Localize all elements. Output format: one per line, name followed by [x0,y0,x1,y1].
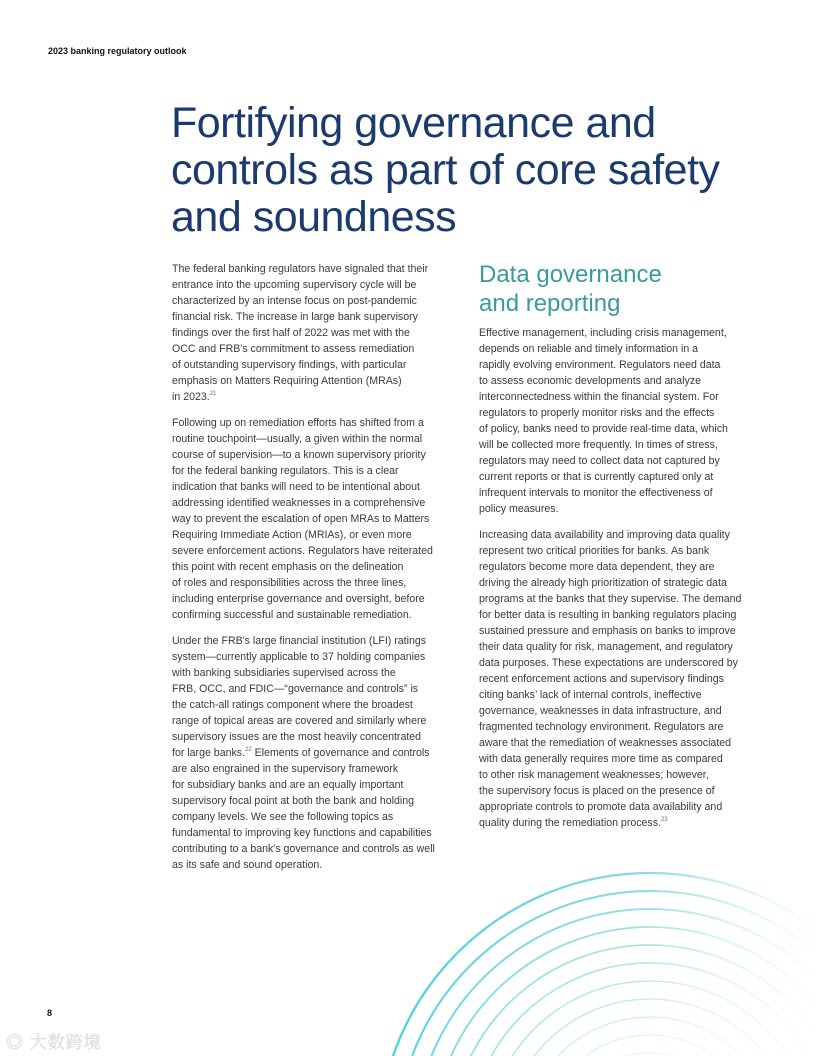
heading-line: and reporting [479,290,621,317]
text-line: characterized by an intense focus on post-pandemic [172,295,417,307]
watermark-text: 大数跨境 [29,1033,102,1052]
text-line: policy measures. [479,503,559,515]
text-line: appropriate controls to promote data availability and [479,801,723,813]
text-line: driving the already high prioritization of strategic data [479,577,727,589]
text-line: will be collected more frequently. In times of stress, [479,439,718,451]
text-line: their data quality for risk, management, and regulatory [479,641,733,653]
page-number: 8 [47,1008,53,1018]
watermark-logo: ◎ 大数跨境 [6,1033,102,1052]
footnote-ref: 23 [660,817,668,823]
text-line: system—currently applicable to 37 holding companies [172,651,426,663]
arc-ring [393,873,816,1056]
text-line: supervisory focal point at both the bank and holding [172,795,415,807]
text-line: programs at the banks that they supervise. The demand [479,593,742,605]
text-line: citing banks’ lack of internal controls, ineffective [479,689,702,701]
text-line: of outstanding supervisory findings, with particular [172,359,407,371]
text-line: the supervisory focus is placed on the presence of [479,785,715,797]
footnote-ref: 22 [245,747,252,753]
text-line: emphasis on Matters Requiring Attention (MRAs) [172,375,402,387]
text-line: contributing to a bank's governance and controls as well [172,843,435,855]
text-line: recent enforcement actions and supervisory findings [479,673,724,685]
text-line: Requiring Immediate Action (MRIAs), or even more [172,529,412,541]
text-line: for better data is resulting in banking regulators placing [479,609,737,621]
text-line: in 2023.21 [172,391,217,403]
heading-line: Data governance [479,261,662,288]
arc-ring [534,999,765,1056]
text-line: to assess economic developments and analyze [479,375,702,387]
text-line: company levels. We see the following topics as [172,811,394,823]
text-line: to other risk management weaknesses; however, [479,769,709,781]
text-line: Following up on remediation efforts has shifted from a [172,417,424,429]
text-line: Effective management, including crisis management, [479,327,727,339]
text-line: as its safe and sound operation. [172,859,323,871]
text-line: current reports or that is currently captured only at [479,471,714,483]
arc-ring [512,981,787,1056]
text-line: regulators may need to collect data not captured by [479,455,720,467]
title-line: Fortifying governance and [171,99,656,147]
text-line: The federal banking regulators have signaled that their [172,263,429,275]
text-line: this point with recent emphasis on the delineation [172,561,404,573]
text-line: fundamental to improving key functions and capabilities [172,827,432,839]
text-line: addressing identified weaknesses in a comprehensive [172,497,426,509]
text-line: for the federal banking regulators. This is a clear [172,465,399,477]
text-line: including enterprise governance and oversight, before [172,593,425,605]
text-line: Under the FRB's large financial institution (LFI) ratings [172,635,427,647]
text-line: for large banks.$^{22}$ Elements of governance and controls [172,747,430,759]
text-line: FRB, OCC, and FDIC—“governance and controls” is [172,683,419,695]
text-line: for subsidiary banks and are an equally important [172,779,404,791]
text-line: supervisory issues are the most heavily concentrated [172,731,422,743]
text-line: financial risk. The increase in large bank supervisory [172,311,418,323]
arc-ring [471,945,816,1056]
footnote-ref: 21 [209,391,217,397]
arc-ring [491,963,809,1056]
text-line: entrance into the upcoming supervisory cycle will be [172,279,417,291]
text-line: severe enforcement actions. Regulators have reiterated [172,545,433,557]
text-line: governance, weaknesses in data infrastructure, and [479,705,722,717]
text-line: quality during the remediation process.$^{23}$ [479,817,668,829]
title-line: controls as part of core safety [171,146,720,194]
text-line: routine touchpoint—usually, a given within the normal [172,433,423,445]
arc-ring [558,1017,742,1056]
text-line: course of supervision—to a known supervisory priority [172,449,426,461]
text-line: of roles and responsibilities across the three lines, [172,577,407,589]
text-line: aware that the remediation of weaknesses associated [479,737,732,749]
text-line: range of topical areas are covered and similarly where [172,715,427,727]
text-line: the catch-all ratings component where the broadest [172,699,413,711]
text-line: confirming successful and sustainable remediation. [172,609,412,621]
text-line: are also engrained in the supervisory framework [172,763,399,775]
text-line: fragmented technology environment. Regulators are [479,721,724,733]
text-line: with banking subsidiaries supervised across the [172,667,396,679]
text-line: rapidly evolving environment. Regulators need data [479,359,721,371]
running-header: 2023 banking regulatory outlook [48,46,187,56]
text-line: OCC and FRB's commitment to assess remediation [172,343,415,355]
text-line: depends on reliable and timely information in a [479,343,699,355]
text-line: represent two critical priorities for banks. As bank [479,545,710,557]
text-line: regulators to properly monitor risks and the effects [479,407,715,419]
text-line: interconnectedness within the financial system. For [479,391,719,403]
text-line: Increasing data availability and improving data quality [479,529,730,541]
text-line: regulators become more data dependent, they are [479,561,715,573]
text-line: sustained pressure and emphasis on banks to improve [479,625,736,637]
text-line: indication that banks will need to be intentional about [172,481,420,493]
text-line: way to prevent the escalation of open MRAs to Matters [172,513,430,525]
title-line: and soundness [171,193,457,241]
text-line: with data generally requires more time as compared [479,753,723,765]
arc-ring [412,891,816,1056]
text-line: findings over the first half of 2022 was met with the [172,327,410,339]
text-line: of policy, banks need to provide real-time data, which [479,423,728,435]
text-line: data purposes. These expectations are underscored by [479,657,738,669]
text-line: infrequent intervals to monitor the effectiveness of [479,487,713,499]
